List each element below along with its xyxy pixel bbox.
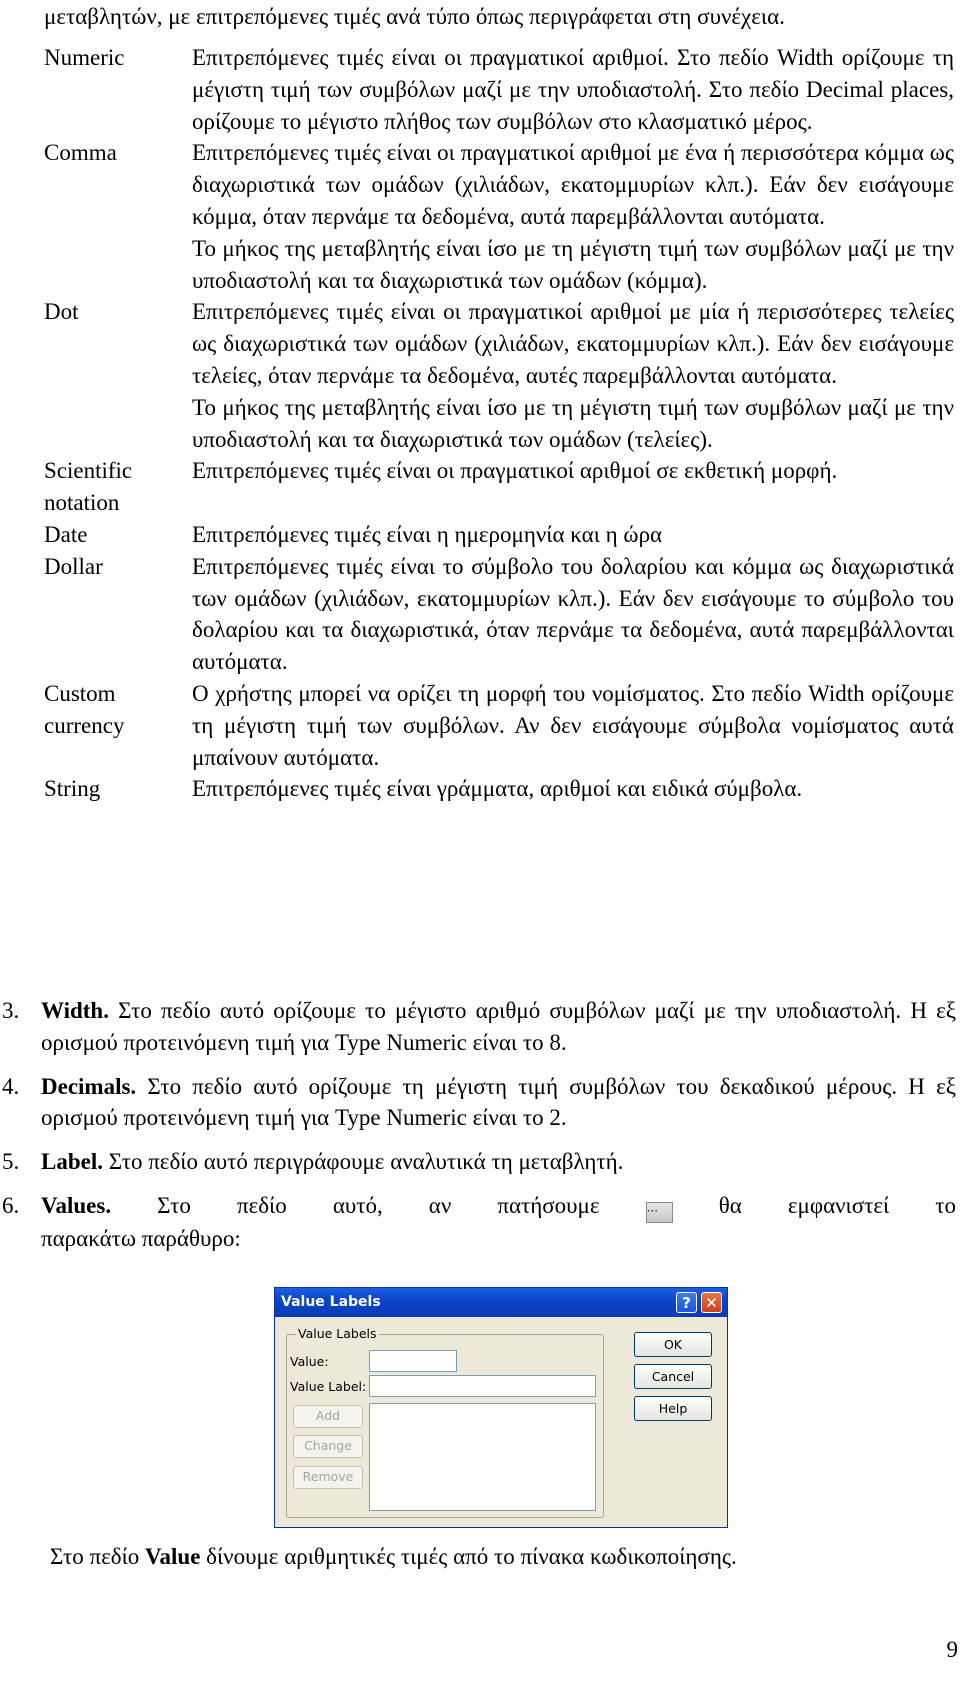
value-label-label: Value Label: (290, 1379, 367, 1394)
description: Επιτρεπόμενες τιμές είναι οι πραγματικοί αριθμοί. Στο πεδίο Width ορίζουμε τη μέγιστη τιμή των συμβόλων μαζί με την υποδιαστολή. Στο πεδίο Decimal places, ορίζουμε το μέγιστο πλήθος των συμβόλων στο κλασματικό μέρος. (192, 45, 954, 134)
value-label: Value: (290, 1354, 329, 1369)
value-labels-dialog (274, 1287, 728, 1528)
item-text: Στο πεδίο αυτό ορίζουμε τη μέγιστη τιμή συμβόλων του δεκαδικού μέρους. Η εξ ορισμού προτεινόμενη τιμή για Type Numeric είναι το 2. (41, 1073, 957, 1131)
value-label-input[interactable] (369, 1375, 596, 1397)
help-button[interactable]: Help (634, 1396, 712, 1421)
numbered-list (0, 995, 956, 1267)
definition-numeric (44, 42, 954, 137)
item-heading: Width. (41, 998, 109, 1023)
description: Επιτρεπόμενες τιμές είναι γράμματα, αριθμοί και ειδικά σύμβολα. (192, 776, 803, 802)
term: Numeric (44, 45, 125, 70)
definition-comma (44, 137, 954, 296)
dialog-titlebar (275, 1288, 727, 1317)
item-text: Στο πεδίο αυτό περιγράφουμε αναλυτικά τη μεταβλητή. (108, 1149, 624, 1175)
term: Scientific notation (44, 458, 133, 516)
definition-string (44, 773, 954, 805)
item-text-after: θα εμφανιστεί το (718, 1192, 957, 1218)
item-number: 4. (2, 1073, 20, 1099)
ok-button[interactable]: OK (634, 1332, 712, 1357)
close-icon[interactable]: ✕ (701, 1292, 722, 1313)
term: Date (44, 521, 88, 547)
term: Comma (44, 140, 117, 166)
description: Ο χρήστης μπορεί να ορίζει τη μορφή του νομίσματος. Στο πεδίο Width ορίζουμε τη μέγιστη τιμή των συμβόλων. Αν δεν εισάγουμε σύμβολα νομίσματος αυτά μπαίνουν αυτόματα. (192, 680, 954, 770)
item-heading: Label. (41, 1149, 103, 1175)
description-note: Το μήκος της μεταβλητής είναι ίσο με τη μέγιστη τιμή των συμβόλων μαζί με την υποδιαστολή και τα διαχωριστικά των ομάδων (κόμμα). (192, 235, 954, 293)
definition-scientific (44, 455, 954, 519)
definition-dollar (44, 551, 954, 678)
change-button[interactable]: Change (293, 1435, 363, 1458)
description: Επιτρεπόμενες τιμές είναι οι πραγματικοί αριθμοί με ένα ή περισσότερα κόμμα ως διαχωριστικά των ομάδων (χιλιάδων, εκατομμυρίων κλπ.). Εάν δεν εισάγουμε κόμμα, όταν περνάμε τα δεδομένα, αυτά παρεμβάλλονται αυτόματα. (192, 140, 954, 229)
help-icon[interactable]: ? (676, 1292, 697, 1313)
caption-after: δίνουμε αριθμητικές τιμές από το πίνακα κωδικοποίησης. (206, 1544, 737, 1569)
description: Επιτρεπόμενες τιμές είναι οι πραγματικοί αριθμοί σε εκθετική μορφή. (192, 458, 838, 484)
description: Επιτρεπόμενες τιμές είναι η ημερομηνία και η ώρα (192, 521, 663, 547)
labels-listbox[interactable] (369, 1403, 596, 1511)
definition-custom-currency (44, 678, 954, 773)
item-number: 3. (2, 998, 20, 1023)
description: Επιτρεπόμενες τιμές είναι οι πραγματικοί αριθμοί με μία ή περισσότερες τελείες ως διαχωριστικά των ομάδων (χιλιάδων, εκατομμυρίων κλπ.). Εάν δεν εισάγουμε τελείες, όταν περνάμε τα δεδομένα, αυτές παρεμβάλλονται αυτόματα. (192, 299, 954, 388)
remove-button[interactable]: Remove (293, 1466, 363, 1489)
value-labels-group (286, 1326, 604, 1518)
list-item-values (0, 1190, 956, 1255)
term: Dollar (44, 553, 103, 579)
add-button[interactable]: Add (293, 1405, 363, 1428)
item-number: 6. (2, 1192, 20, 1218)
ellipsis-button[interactable]: ··· (646, 1202, 673, 1223)
value-input[interactable] (369, 1350, 457, 1372)
type-definitions (44, 42, 954, 805)
term: Dot (44, 299, 79, 325)
dialog-title: Value Labels (281, 1294, 381, 1310)
definition-dot (44, 296, 954, 455)
item-text-line2: παρακάτω παράθυρο: (41, 1225, 241, 1251)
caption (50, 1541, 737, 1573)
group-label: Value Labels (298, 1326, 377, 1341)
item-heading: Decimals. (41, 1073, 137, 1099)
item-text: Στο πεδίο αυτό ορίζουμε το μέγιστο αριθμό συμβόλων μαζί με την υποδιαστολή. Η εξ ορισμού προτεινόμενη τιμή για Type Numeric είναι το 8. (41, 998, 957, 1055)
item-text: Στο πεδίο αυτό, αν πατήσουμε (157, 1192, 600, 1218)
list-item-width (0, 995, 956, 1059)
caption-before: Στο πεδίο (50, 1544, 140, 1569)
caption-bold: Value (145, 1544, 201, 1569)
list-item-decimals (0, 1071, 956, 1135)
page-number: 9 (946, 1637, 958, 1662)
description-note: Το μήκος της μεταβλητής είναι ίσο με τη μέγιστη τιμή των συμβόλων μαζί με την υποδιαστολή και τα διαχωριστικά των ομάδων (τελείες). (192, 394, 954, 452)
item-heading: Values. (41, 1192, 112, 1218)
cancel-button[interactable]: Cancel (634, 1364, 712, 1389)
definition-date (44, 519, 954, 551)
term: Custom currency (44, 680, 125, 738)
intro-text: μεταβλητών, με επιτρεπόμενες τιμές ανά τύπο όπως περιγράφεται στη συνέχεια. (44, 4, 785, 29)
description: Επιτρεπόμενες τιμές είναι το σύμβολο του δολαρίου και κόμμα ως διαχωριστικά των ομάδων (χιλιάδων, εκατομμυρίων κλπ.). Εάν δεν εισάγουμε το σύμβολο του δολαρίου και τα διαχωριστικά, όταν περνάμε τα δεδομένα, αυτά παρεμβάλλονται αυτόματα. (192, 553, 954, 675)
item-number: 5. (2, 1149, 20, 1175)
list-item-label (0, 1146, 956, 1178)
term: String (44, 776, 101, 802)
